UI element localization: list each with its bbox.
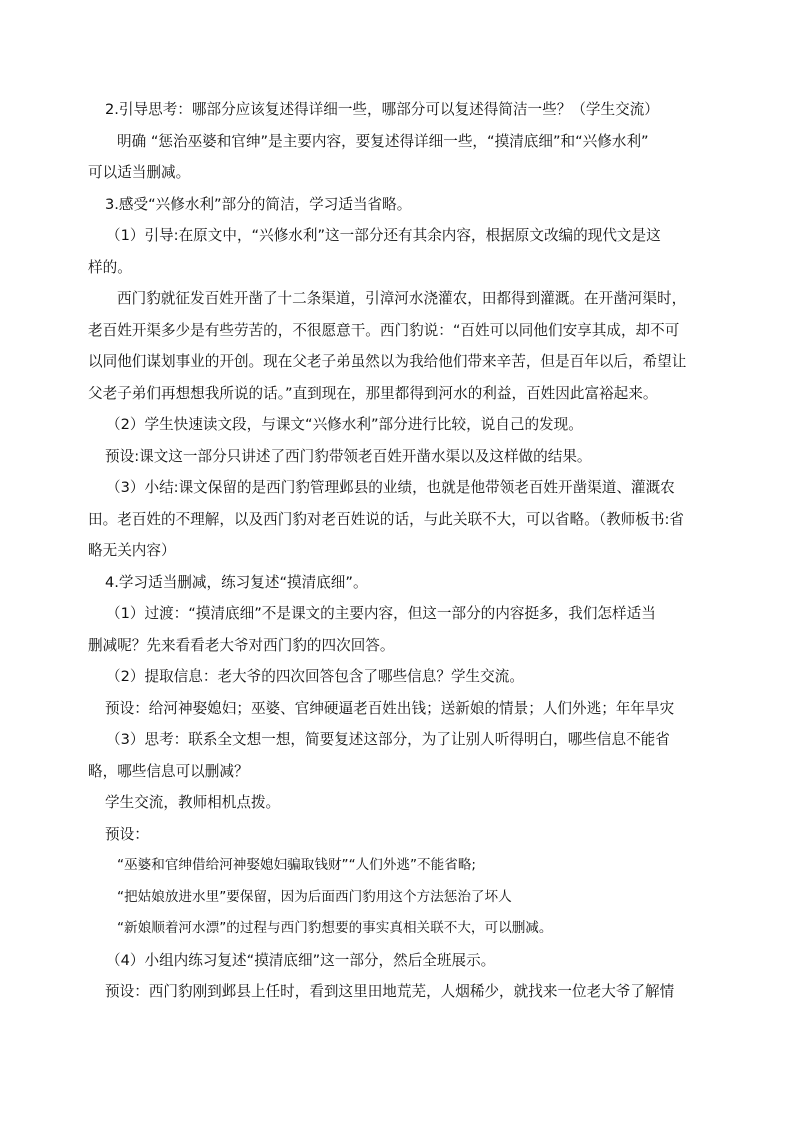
text-line: “把姑娘放进水里”要保留，因为后面西门豹用这个方法惩治了坏人 <box>117 888 512 905</box>
text-line: （4）小组内练习复述“摸清底细”这一部分，然后全班展示。 <box>106 951 496 969</box>
text-line: 以同他们谋划事业的开创。现在父老子弟虽然以为我给他们带来辛苦，但是百年以后，希望让 <box>88 353 687 370</box>
text-line: 略，哪些信息可以删减？ <box>88 762 249 780</box>
text-line: 西门豹就征发百姓开凿了十二条渠道，引漳河水浇灌农，田都得到灌溉。在开凿河渠时， <box>117 290 687 307</box>
text-line: 3.感受“兴修水利”部分的简洁，学习适当省略。 <box>105 195 412 213</box>
text-line: 4.学习适当删减，练习复述“摸清底细”。 <box>105 573 368 591</box>
text-line: 父老子弟们再想想我所说的话。”直到现在，那里都得到河水的利益，百姓因此富裕起来。 <box>88 384 658 402</box>
text-line: （3）思考：联系全文想一想，简要复述这部分，为了让别人听得明白，哪些信息不能省 <box>106 731 670 748</box>
text-line: 预设：给河神娶媳妇；巫婆、官绅硬逼老百姓出钱；送新娘的情景；人们外逃；年年旱灾 <box>105 699 675 717</box>
text-line: 田。老百姓的不理解，以及西门豹对老百姓说的话，与此关联不大，可以省略。（教师板书:省 <box>88 510 684 528</box>
text-line: 略无关内容） <box>88 542 176 559</box>
text-line: 预设:课文这一部分只讲述了西门豹带领老百姓开凿水渠以及这样做的结果。 <box>105 447 592 465</box>
text-line: （1）过渡：“摸清底细”不是课文的主要内容，但这一部分的内容挺多，我们怎样适当 <box>106 605 656 622</box>
text-line: “新娘顺着河水漂”的过程与西门豹想要的事实真相关联不大，可以删减。 <box>117 920 553 936</box>
text-line: 2.引导思考：哪部分应该复述得详细一些，哪部分可以复述得简洁一些？（学生交流） <box>105 101 659 118</box>
text-line: 学生交流，教师相机点拨。 <box>105 794 281 811</box>
text-line: 明确 “惩治巫婆和官绅”是主要内容，要复述得详细一些，“摸清底细”和“兴修水利” <box>117 132 649 150</box>
text-line: “巫婆和官绅借给河神娶媳妇骗取钱财”“人们外逃”不能省略; <box>117 857 476 873</box>
text-line: （2）学生快速读文段，与课文“兴修水利”部分进行比较，说自己的发现。 <box>106 416 583 433</box>
text-line: 删减呢？先来看看老大爷对西门豹的四次回答。 <box>88 636 395 654</box>
text-line: 预设： <box>105 825 149 843</box>
text-line: 样的。 <box>88 258 132 276</box>
text-line: （3）小结:课文保留的是西门豹管理邺县的业绩，也就是他带领老百姓开凿渠道、灌溉农 <box>106 479 675 496</box>
document-body <box>88 94 736 1008</box>
text-line: （2）提取信息：老大爷的四次回答包含了哪些信息？学生交流。 <box>106 668 524 685</box>
text-line: 预设：西门豹刚到邺县上任时，看到这里田地荒芜，人烟稀少，就找来一位老大爷了解情 <box>105 983 675 1000</box>
text-line: 老百姓开渠多少是有些劳苦的，不很愿意干。西门豹说：“百姓可以同他们安享其成，却不可 <box>88 321 680 339</box>
text-line: （1）引导:在原文中，“兴修水利”这一部分还有其余内容，根据原文改编的现代文是这 <box>106 227 661 244</box>
text-line: 可以适当删减。 <box>88 164 191 181</box>
